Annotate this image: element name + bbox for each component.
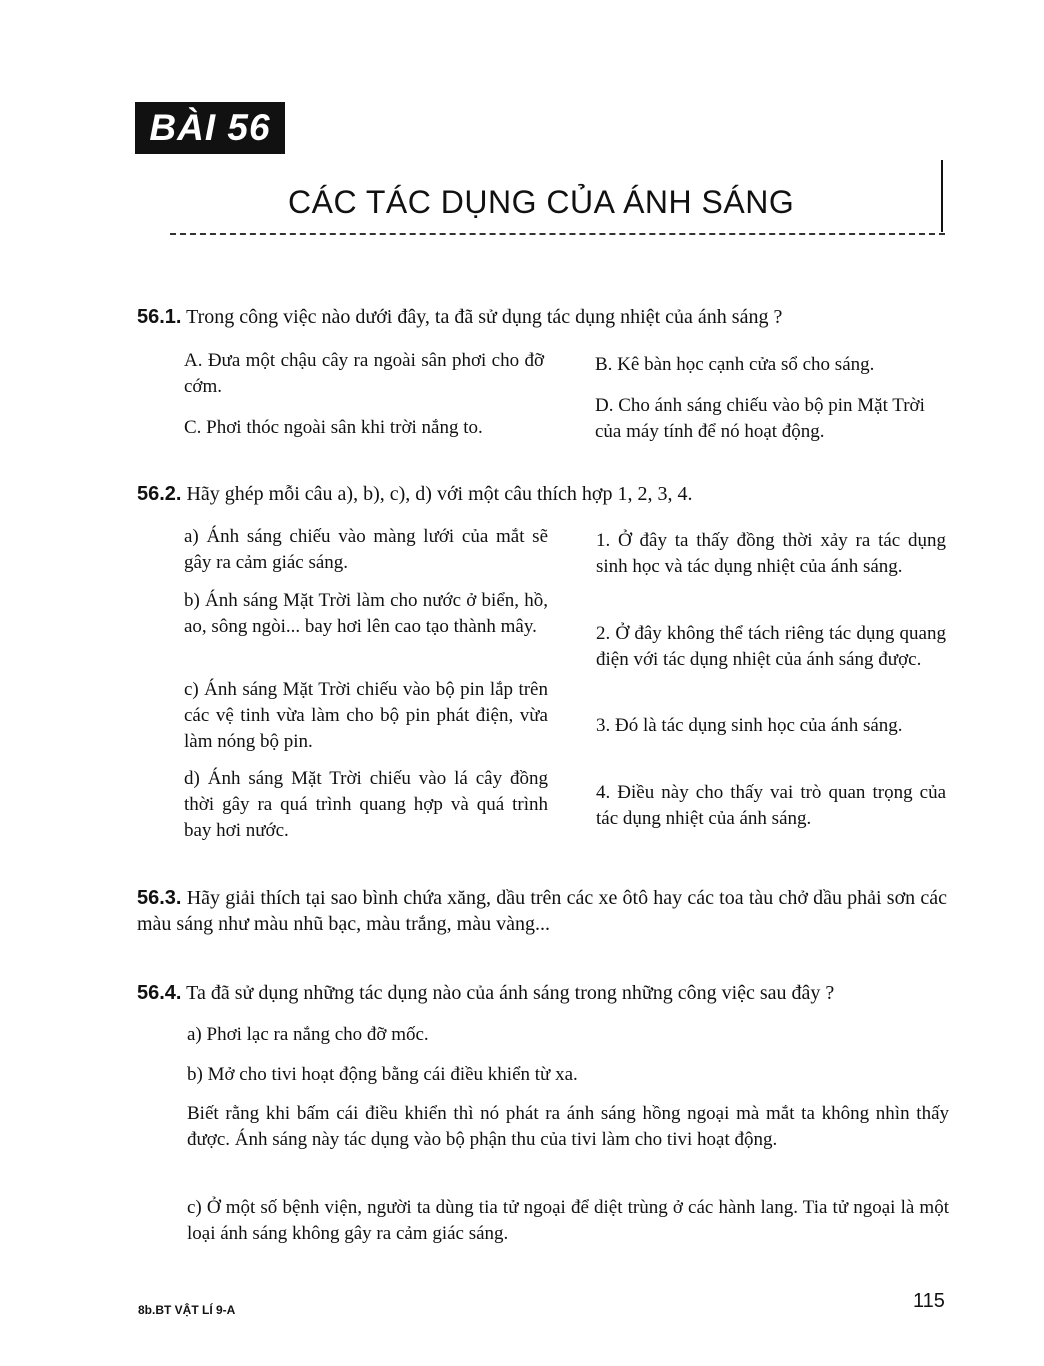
question-56-3 [137, 885, 947, 937]
match-right-2: 2. Ở đây không thể tách riêng tác dụng quang điện với tác dụng nhiệt của ánh sáng được. [596, 623, 946, 670]
option-d: D. Cho ánh sáng chiếu vào bộ pin Mặt Trời của máy tính để nó hoạt động. [595, 395, 925, 442]
question-56-4 [137, 980, 952, 1006]
item-a: a) Phơi lạc ra nắng cho đỡ mốc. [187, 1024, 429, 1045]
book-code: 8b.BT VẬT LÍ 9-A [138, 1303, 236, 1317]
question-56-1 [137, 304, 937, 330]
question-text: Hãy giải thích tại sao bình chứa xăng, dầu trên các xe ôtô hay các toa tàu chở dầu phải sơn các màu sáng như màu nhũ bạc, màu trắng, màu vàng... [137, 887, 947, 935]
match-right-3: 3. Đó là tác dụng sinh học của ánh sáng. [596, 715, 903, 736]
lesson-title: CÁC TÁC DỤNG CỦA ÁNH SÁNG [288, 184, 795, 220]
page-number: 115 [913, 1290, 945, 1312]
question-text: Ta đã sử dụng những tác dụng nào của ánh sáng trong những công việc sau đây ? [186, 982, 835, 1004]
item-b-note: Biết rằng khi bấm cái điều khiển thì nó phát ra ánh sáng hồng ngoại mà mắt ta không nhìn thấy được. Ánh sáng này tác dụng vào bộ phận thu của tivi làm cho tivi hoạt động. [187, 1103, 949, 1150]
match-left-d: d) Ánh sáng Mặt Trời chiếu vào lá cây đồng thời gây ra quá trình quang hợp và quá trình bay hơi nước. [184, 768, 548, 841]
item-c: c) Ở một số bệnh viện, người ta dùng tia tử ngoại để diệt trùng ở các hành lang. Tia tử ngoại là một loại ánh sáng không gây ra cảm giác sáng. [187, 1197, 949, 1244]
match-left-c: c) Ánh sáng Mặt Trời chiếu vào bộ pin lắp trên các vệ tinh vừa làm cho bộ pin phát điện, vừa làm nóng bộ pin. [184, 679, 548, 752]
question-number: 56.4. [137, 982, 182, 1004]
item-b: b) Mở cho tivi hoạt động bằng cái điều khiển từ xa. [187, 1064, 578, 1085]
header-divider [170, 233, 945, 235]
option-a: A. Đưa một chậu cây ra ngoài sân phơi cho đỡ cớm. [184, 350, 544, 397]
question-number: 56.1. [137, 306, 182, 328]
question-text: Trong công việc nào dưới đây, ta đã sử dụng tác dụng nhiệt của ánh sáng ? [186, 306, 783, 328]
match-right-4: 4. Điều này cho thấy vai trò quan trọng của tác dụng nhiệt của ánh sáng. [596, 782, 946, 829]
question-text: Hãy ghép mỗi câu a), b), c), d) với một câu thích hợp 1, 2, 3, 4. [186, 483, 693, 505]
lesson-badge: BÀI 56 [135, 102, 285, 154]
question-number: 56.3. [137, 887, 182, 909]
match-right-1: 1. Ở đây ta thấy đồng thời xảy ra tác dụng sinh học và tác dụng nhiệt của ánh sáng. [596, 530, 946, 577]
match-left-b: b) Ánh sáng Mặt Trời làm cho nước ở biển, hồ, ao, sông ngòi... bay hơi lên cao tạo thành mây. [184, 590, 548, 637]
header-vertical-bar [941, 160, 943, 232]
option-c: C. Phơi thóc ngoài sân khi trời nắng to. [184, 417, 483, 438]
question-number: 56.2. [137, 483, 182, 505]
match-left-a: a) Ánh sáng chiếu vào màng lưới của mắt sẽ gây ra cảm giác sáng. [184, 526, 548, 573]
option-b: B. Kê bàn học cạnh cửa sổ cho sáng. [595, 354, 875, 375]
question-56-2 [137, 481, 937, 507]
